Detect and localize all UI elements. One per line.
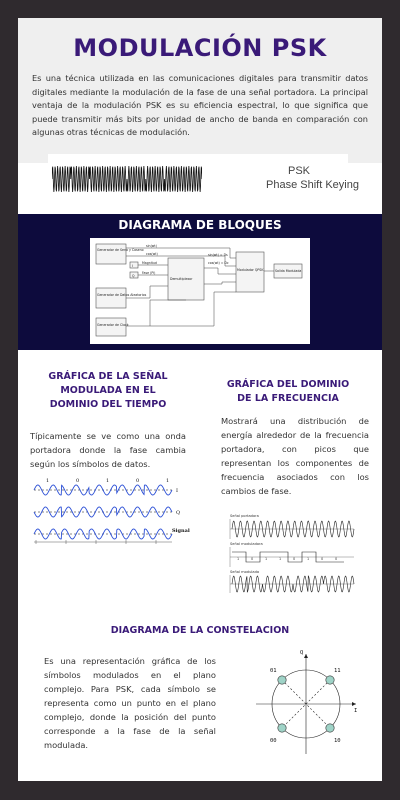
constellation-point-00 <box>278 724 286 732</box>
block-label-4: Modulador QPSK <box>237 268 264 272</box>
frequency-domain-graph <box>228 512 358 594</box>
time-domain-text: Típicamente se ve como una onda portadora donde la fase cambia según los símbolos de datos. <box>30 431 186 469</box>
constellation-axis-q: Q <box>300 650 304 656</box>
block-label-1: Generador de Datos Aleatorios <box>97 293 147 297</box>
freq-bit-3: 1 <box>279 557 282 561</box>
block-clock <box>96 318 126 336</box>
block-label-2: Generador de Clock <box>97 323 129 327</box>
block-qpsk-modulator <box>236 252 264 292</box>
block-sine-cosine <box>96 244 126 264</box>
signal-label-3: Fase (Pi) <box>142 271 156 275</box>
time-bit-2: 1 <box>106 478 110 484</box>
time-bit-4: 1 <box>166 478 170 484</box>
signal-label-4: I <box>132 264 133 268</box>
freq-label-modulated: Señal modulada <box>230 570 260 574</box>
constellation-point-01 <box>278 676 286 684</box>
constellation-text: Es una representación gráfica de los símbolos modulados en el plano complejo. Para PSK, cada símbolo se representa como un punto en el plano complejo, donde la posición del punto corresponde a la fase de la señal modulada. <box>44 656 216 750</box>
time-row-label-q: Q <box>176 510 181 516</box>
psk-label <box>266 164 366 192</box>
psk-label-line2: Phase Shift Keying <box>266 179 359 191</box>
intro-paragraph: Es una técnica utilizada en las comunicaciones digitales para transmitir datos digitales mediante la modulación de la fase de una señal portadora. La principal ventaja de la modulación PSK es su eficiencia espectral, lo que significa que puede transmitir más bits por unidad de ancho de banda en comparación con algunas otras técnicas de modulación. <box>32 73 368 138</box>
time-row-label-i: I <box>176 488 178 494</box>
signal-label-2: Magnitud <box>142 261 157 265</box>
constellation-title: DIAGRAMA DE LA CONSTELACION <box>110 625 290 636</box>
block-diagram-image <box>90 238 310 344</box>
psk-waveform-image <box>52 164 202 194</box>
freq-bit-7: 0 <box>335 557 338 561</box>
psk-label-line1: PSK <box>288 165 311 177</box>
freq-bit-4: 0 <box>293 557 296 561</box>
frequency-domain-text: Mostrará una distribución de energía alrededor de la frecuencia portadora, con picos que representan los componentes de frecuencia asociados con los cambios de fase. <box>221 416 369 496</box>
header-section <box>18 18 382 163</box>
psk-banner <box>48 154 359 200</box>
infographic-page <box>18 18 382 781</box>
freq-bit-0: 1 <box>237 557 240 561</box>
constellation-label-10: 10 <box>334 738 341 744</box>
time-domain-graph <box>32 476 192 554</box>
freq-bit-5: 1 <box>307 557 310 561</box>
time-bit-0: 1 <box>46 478 50 484</box>
freq-bit-1: 0 <box>251 557 254 561</box>
constellation-point-11 <box>326 676 334 684</box>
signal-label-7: cos(wt) = Dc <box>208 261 229 265</box>
frequency-domain-title: GRÁFICA DEL DOMINIO DE LA FRECUENCIA <box>226 379 350 404</box>
constellation-label-11: 11 <box>334 668 341 674</box>
block-label-0: Generador de Seno y Coseno <box>97 248 144 252</box>
constellation-label-00: 00 <box>270 738 277 744</box>
time-bit-1: 0 <box>76 478 80 484</box>
freq-bit-6: 0 <box>321 557 324 561</box>
time-domain-title: GRÁFICA DE LA SEÑAL MODULADA EN EL DOMINIO DEL TIEMPO <box>48 371 168 410</box>
block-diagram-section <box>18 214 382 350</box>
time-row-label-signal: Signal <box>172 528 190 534</box>
constellation-point-10 <box>326 724 334 732</box>
signal-label-0: sin(wt) <box>146 244 157 248</box>
block-label-3: Demultiplexor <box>170 277 193 281</box>
signal-label-5: Q <box>132 274 135 278</box>
block-diagram-title: DIAGRAMA DE BLOQUES <box>118 218 282 232</box>
freq-bit-2: 1 <box>265 557 268 561</box>
constellation-diagram <box>250 648 362 760</box>
block-label-5: Salida Modulada <box>275 269 302 273</box>
constellation-label-01: 01 <box>270 668 277 674</box>
time-bit-3: 0 <box>136 478 140 484</box>
block-random-data <box>96 288 126 308</box>
freq-label-modulating: Señal moduladora <box>230 542 263 546</box>
signal-label-6: sin(wt) = Ds <box>208 253 228 257</box>
freq-label-carrier: Señal portadora <box>230 514 259 518</box>
signal-label-1: cos(wt) <box>146 252 158 256</box>
constellation-axis-i: I <box>354 708 358 714</box>
page-title: MODULACIÓN PSK <box>73 34 327 62</box>
